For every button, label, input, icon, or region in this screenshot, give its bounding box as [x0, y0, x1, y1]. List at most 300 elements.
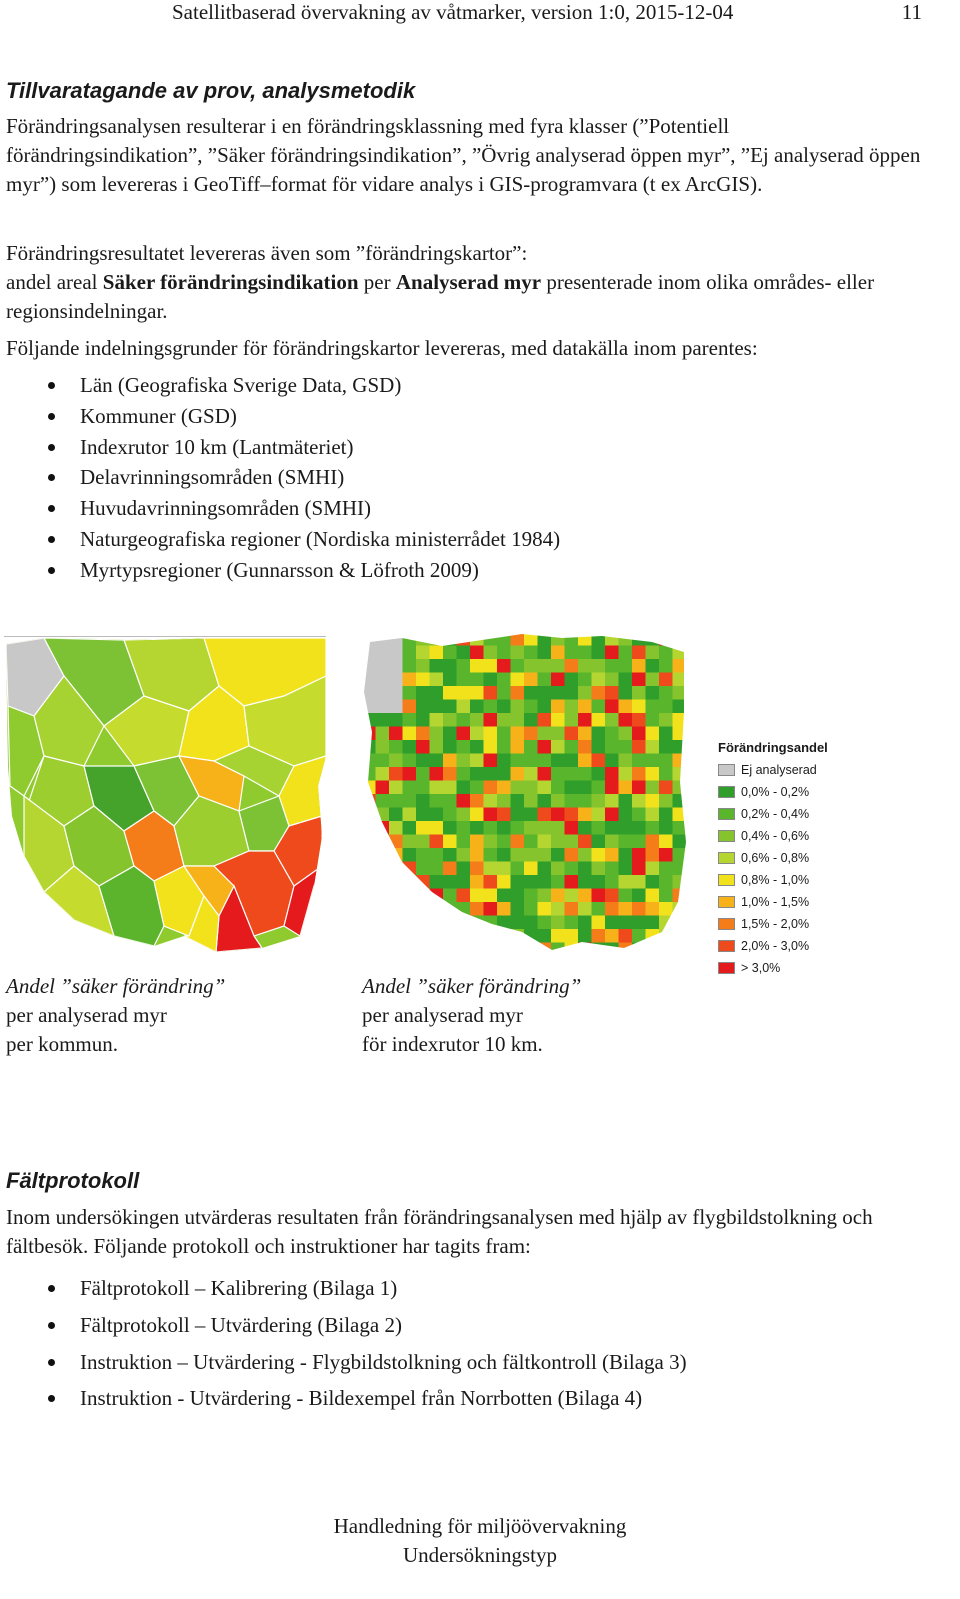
legend-label: 2,0% - 3,0% [741, 939, 810, 953]
grid-cell [659, 781, 673, 795]
grid-cell [430, 686, 444, 700]
grid-cell [578, 808, 592, 822]
caption-left-line2: per analyserad myr [6, 1003, 167, 1027]
grid-cell [470, 727, 484, 741]
caption-right-line2: per analyserad myr [362, 1003, 523, 1027]
list-item: Fältprotokoll – Kalibrering (Bilaga 1) [6, 1270, 906, 1307]
grid-cell [659, 929, 673, 943]
grid-cell [632, 713, 646, 727]
grid-cell [632, 781, 646, 795]
grid-cell [619, 632, 633, 646]
grid-cell [497, 902, 511, 916]
grid-cell [578, 794, 592, 808]
legend-label: 0,0% - 0,2% [741, 785, 810, 799]
grid-cell [646, 889, 660, 903]
grid-cell [538, 700, 552, 714]
grid-cell [565, 673, 579, 687]
grid-cell [430, 889, 444, 903]
grid-cell [592, 713, 606, 727]
grid-cell [403, 848, 417, 862]
grid-cell [443, 767, 457, 781]
grid-cell [511, 659, 525, 673]
grid-cell [430, 943, 444, 953]
grid-cell [511, 943, 525, 953]
grid-cell [686, 862, 692, 876]
list-item: Delavrinningsområden (SMHI) [6, 462, 906, 493]
grid-cell [403, 929, 417, 943]
grid-cell [389, 889, 403, 903]
grid-cell [605, 700, 619, 714]
grid-cell [376, 740, 390, 754]
grid-cell [659, 673, 673, 687]
grid-cell [605, 929, 619, 943]
map-per-indexruta [362, 632, 692, 952]
grid-cell [538, 808, 552, 822]
grid-cell [362, 673, 376, 687]
grid-cell [686, 632, 692, 646]
grid-cell [403, 916, 417, 930]
grid-cell [605, 794, 619, 808]
grid-cell [538, 821, 552, 835]
grid-cell [565, 767, 579, 781]
grid-cell [362, 808, 376, 822]
grid-cell [686, 673, 692, 687]
grid-cell [403, 794, 417, 808]
grid-cell [605, 754, 619, 768]
grid-cell [524, 740, 538, 754]
grid-cell [686, 700, 692, 714]
footer-line2: Undersökningstyp [403, 1543, 557, 1567]
grid-cell [416, 740, 430, 754]
grid-cell [592, 916, 606, 930]
grid-cell [443, 916, 457, 930]
caption-left-line3: per kommun. [6, 1032, 118, 1056]
grid-cell [511, 740, 525, 754]
grid-cell [497, 727, 511, 741]
grid-cell [362, 889, 376, 903]
grid-cell [524, 943, 538, 953]
grid-cell [565, 754, 579, 768]
paragraph-change-maps [6, 239, 926, 326]
grid-cell [605, 713, 619, 727]
grid-cell [605, 916, 619, 930]
grid-cell [470, 902, 484, 916]
grid-cell [470, 686, 484, 700]
grid-cell [592, 767, 606, 781]
grid-cell [430, 700, 444, 714]
list-item: Indexrutor 10 km (Lantmäteriet) [6, 432, 906, 463]
grid-cell [362, 700, 376, 714]
grid-cell [538, 686, 552, 700]
grid-cell [484, 916, 498, 930]
grid-cell [403, 875, 417, 889]
grid-cell [470, 835, 484, 849]
grid-cell [551, 713, 565, 727]
division-list [6, 370, 906, 586]
grid-cell [457, 916, 471, 930]
grid-cell [362, 767, 376, 781]
grid-cell [646, 727, 660, 741]
grid-cell [592, 754, 606, 768]
grid-cell [457, 902, 471, 916]
grid-cell [511, 727, 525, 741]
grid-cell [376, 875, 390, 889]
grid-cell [497, 740, 511, 754]
grid-cell [565, 727, 579, 741]
grid-cell [673, 686, 687, 700]
grid-cell [551, 821, 565, 835]
grid-cell [659, 727, 673, 741]
grid-cell [484, 673, 498, 687]
grid-cell [524, 713, 538, 727]
grid-cell [389, 821, 403, 835]
legend-swatch [718, 874, 735, 886]
grid-cell [673, 632, 687, 646]
grid-cell [484, 875, 498, 889]
grid-cell [578, 700, 592, 714]
grid-cell [659, 767, 673, 781]
grid-cell [605, 821, 619, 835]
grid-cell [484, 808, 498, 822]
grid-cell [551, 754, 565, 768]
grid-cell [403, 646, 417, 660]
grid-cell [497, 754, 511, 768]
grid-cell [484, 781, 498, 795]
grid-cell [403, 700, 417, 714]
grid-cell [646, 646, 660, 660]
grid-cell [457, 794, 471, 808]
grid-cell [686, 754, 692, 768]
list-item: Län (Geografiska Sverige Data, GSD) [6, 370, 906, 401]
grid-cell [565, 646, 579, 660]
legend-item [718, 913, 878, 935]
grid-cell [443, 700, 457, 714]
grid-cell [605, 740, 619, 754]
grid-cell [538, 727, 552, 741]
grid-cell [686, 902, 692, 916]
grid-cell [605, 848, 619, 862]
list-item: Kommuner (GSD) [6, 401, 906, 432]
grid-cell [646, 862, 660, 876]
grid-cell [416, 916, 430, 930]
grid-cell [524, 632, 538, 646]
grid-cell [673, 646, 687, 660]
grid-cell [605, 767, 619, 781]
grid-cell [497, 794, 511, 808]
grid-cell [484, 862, 498, 876]
grid-cell [565, 902, 579, 916]
grid-cell [565, 943, 579, 953]
grid-cell [686, 848, 692, 862]
grid-cell [524, 902, 538, 916]
grid-cell [430, 727, 444, 741]
grid-cell [484, 943, 498, 953]
map-per-kommun [4, 636, 330, 956]
section-heading-analysis: Tillvaratagande av prov, analysmetodik [6, 78, 416, 103]
grid-cell [538, 943, 552, 953]
grid-cell [619, 902, 633, 916]
grid-cell [470, 808, 484, 822]
grid-cell [362, 875, 376, 889]
grid-cell [497, 632, 511, 646]
grid-cell [362, 902, 376, 916]
grid-cell [497, 646, 511, 660]
grid-cell [605, 835, 619, 849]
grid-cell [551, 862, 565, 876]
grid-cell [416, 646, 430, 660]
grid-cell [565, 700, 579, 714]
legend-item [718, 847, 878, 869]
legend-item [718, 781, 878, 803]
grid-cell [686, 740, 692, 754]
grid-cell [538, 673, 552, 687]
grid-cell [659, 835, 673, 849]
grid-cell [538, 835, 552, 849]
grid-cell [659, 713, 673, 727]
grid-cell [659, 794, 673, 808]
grid-cell [457, 740, 471, 754]
grid-cell [443, 632, 457, 646]
grid-cell [457, 848, 471, 862]
change-maps-intro: Förändringsresultatet levereras även som ”förändringskartor”: [6, 241, 528, 265]
grid-cell [389, 686, 403, 700]
grid-cell [443, 808, 457, 822]
grid-cell [605, 889, 619, 903]
grid-cell [524, 659, 538, 673]
change-maps-post: presenterade inom olika områdes- eller regionsindelningar. [6, 270, 875, 323]
grid-cell [511, 673, 525, 687]
grid-cell [605, 902, 619, 916]
grid-cell [538, 754, 552, 768]
grid-cell [389, 713, 403, 727]
grid-cell [619, 646, 633, 660]
legend-items [718, 759, 878, 979]
grid-cell [632, 862, 646, 876]
grid-cell [511, 646, 525, 660]
grid-cell [389, 673, 403, 687]
grid-cell [646, 673, 660, 687]
grid-cell [565, 929, 579, 943]
list-item: Myrtypsregioner (Gunnarsson & Löfroth 2009) [6, 555, 906, 586]
grid-cell [686, 646, 692, 660]
grid-cell [443, 686, 457, 700]
grid-cell [619, 740, 633, 754]
grid-cell [646, 929, 660, 943]
grid-cell [511, 754, 525, 768]
grid-cell [362, 943, 376, 953]
grid-cell [376, 673, 390, 687]
grid-cell [619, 767, 633, 781]
grid-cell [551, 781, 565, 795]
grid-cell [551, 902, 565, 916]
grid-cell [659, 902, 673, 916]
grid-cell [524, 767, 538, 781]
grid-cell [484, 632, 498, 646]
grid-cell [416, 754, 430, 768]
grid-cell [484, 713, 498, 727]
grid-cell [565, 686, 579, 700]
grid-cell [497, 916, 511, 930]
grid-cell [578, 889, 592, 903]
grid-cell [362, 835, 376, 849]
grid-cell [673, 943, 687, 953]
grid-cell [416, 808, 430, 822]
grid-cell [551, 848, 565, 862]
grid-cell [538, 902, 552, 916]
grid-cell [389, 781, 403, 795]
grid-cell [416, 686, 430, 700]
grid-cell [632, 740, 646, 754]
grid-cell [430, 875, 444, 889]
grid-cell [511, 686, 525, 700]
grid-cell [362, 794, 376, 808]
grid-cell [565, 862, 579, 876]
grid-cell [443, 713, 457, 727]
grid-cell [686, 727, 692, 741]
grid-cell [362, 713, 376, 727]
grid-cell [457, 929, 471, 943]
grid-cell [362, 646, 376, 660]
grid-cell [457, 727, 471, 741]
grid-cell [605, 673, 619, 687]
grid-cell [659, 700, 673, 714]
grid-cell [659, 740, 673, 754]
grid-cell [470, 700, 484, 714]
grid-cell [362, 686, 376, 700]
grid-cell [646, 754, 660, 768]
grid-cell [578, 821, 592, 835]
grid-cell [673, 835, 687, 849]
grid-cell [686, 686, 692, 700]
grid-cell [673, 929, 687, 943]
change-maps-pre: andel areal [6, 270, 103, 294]
grid-cell [619, 713, 633, 727]
grid-cell [443, 659, 457, 673]
grid-cell [376, 808, 390, 822]
grid-cell [592, 727, 606, 741]
grid-cell [686, 889, 692, 903]
grid-cell [646, 916, 660, 930]
grid-cell [470, 929, 484, 943]
grid-cell [484, 835, 498, 849]
grid-cell [457, 646, 471, 660]
grid-cell [538, 889, 552, 903]
grid-cell [376, 646, 390, 660]
grid-cell [457, 862, 471, 876]
grid-cell [686, 943, 692, 953]
grid-cell [551, 943, 565, 953]
grid-cell [470, 659, 484, 673]
grid-cell [470, 889, 484, 903]
grid-cell [659, 943, 673, 953]
list-item: Fältprotokoll – Utvärdering (Bilaga 2) [6, 1307, 906, 1344]
legend-swatch [718, 786, 735, 798]
grid-cell [416, 632, 430, 646]
grid-cell [659, 754, 673, 768]
grid-cell [565, 632, 579, 646]
grid-cell [430, 929, 444, 943]
grid-cell [524, 835, 538, 849]
grid-cell [457, 673, 471, 687]
grid-cell [659, 659, 673, 673]
grid-cell [389, 943, 403, 953]
grid-cell [484, 646, 498, 660]
grid-cell [511, 632, 525, 646]
grid-cell [646, 686, 660, 700]
grid-cell [497, 686, 511, 700]
grid-cell [551, 929, 565, 943]
caption-right-line1: Andel ”säker förändring” [362, 974, 582, 998]
grid-cell [416, 848, 430, 862]
legend-label: 0,8% - 1,0% [741, 873, 810, 887]
grid-cell [511, 713, 525, 727]
grid-cell [578, 848, 592, 862]
grid-cell [565, 740, 579, 754]
grid-cell [551, 686, 565, 700]
grid-cell [416, 767, 430, 781]
grid-cell [457, 875, 471, 889]
grid-cell [605, 632, 619, 646]
grid-cell [619, 848, 633, 862]
legend-swatch [718, 764, 735, 776]
grid-cell [592, 686, 606, 700]
grid-cell [578, 686, 592, 700]
grid-cell [389, 808, 403, 822]
grid-cell [524, 700, 538, 714]
grid-cell [443, 794, 457, 808]
page-footer [0, 1512, 960, 1570]
grid-cell [389, 835, 403, 849]
grid-cell [416, 700, 430, 714]
grid-cell [619, 889, 633, 903]
grid-cell [538, 713, 552, 727]
page-header [0, 0, 960, 30]
grid-cell [578, 727, 592, 741]
grid-cell [619, 808, 633, 822]
grid-cell [619, 916, 633, 930]
grid-cell [443, 727, 457, 741]
grid-cell [484, 929, 498, 943]
grid-cell [443, 943, 457, 953]
grid-cell [430, 821, 444, 835]
grid-cell [592, 929, 606, 943]
grid-cell [632, 659, 646, 673]
grid-cell [605, 659, 619, 673]
grid-cell [686, 713, 692, 727]
document-title: Satellitbaserad övervakning av våtmarker, version 1:0, 2015-12-04 [172, 0, 734, 24]
grid-cell [659, 646, 673, 660]
legend-item [718, 869, 878, 891]
grid-cell [362, 862, 376, 876]
grid-cell [578, 943, 592, 953]
grid-cell [389, 848, 403, 862]
grid-cell [524, 808, 538, 822]
grid-cell [524, 929, 538, 943]
grid-cell [646, 781, 660, 795]
grid-cell [524, 673, 538, 687]
grid-cell [470, 943, 484, 953]
legend-label: 0,2% - 0,4% [741, 807, 810, 821]
grid-cell [578, 862, 592, 876]
grid-cell [632, 943, 646, 953]
grid-cell [443, 673, 457, 687]
grid-cell [524, 862, 538, 876]
grid-cell [619, 686, 633, 700]
grid-cell [551, 794, 565, 808]
grid-cell [524, 821, 538, 835]
grid-cell [470, 673, 484, 687]
grid-cell [457, 808, 471, 822]
